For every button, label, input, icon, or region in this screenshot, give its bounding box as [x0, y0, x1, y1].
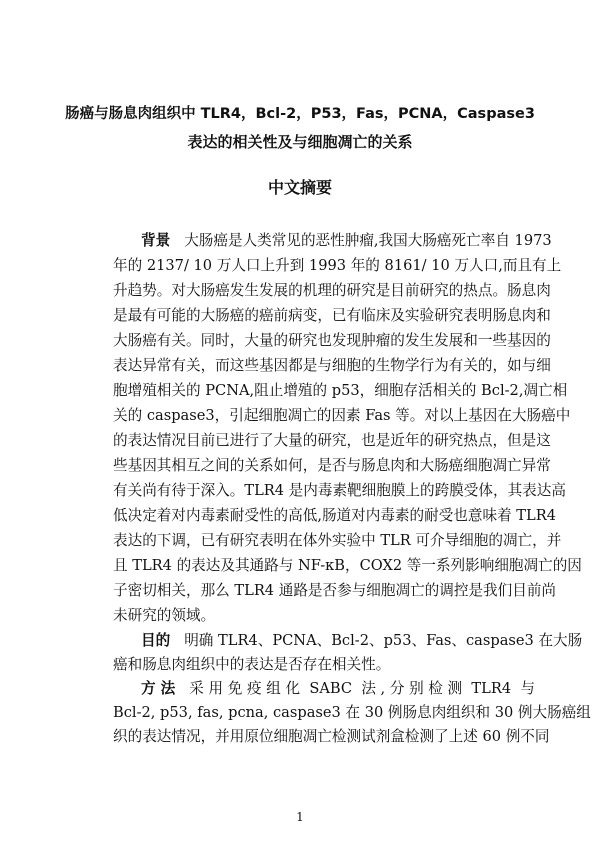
section-heading: 中文摘要	[267, 178, 332, 197]
text-line: 低决定着对内毒素耐受性的高低,肠道对内毒素的耐受也意味着 TLR4	[113, 507, 557, 524]
text-line: 子密切相关，那么 TLR4 通路是否参与细胞凋亡的调控是我们目前尚	[113, 582, 557, 599]
text-line: 有关尚有待于深入。TLR4 是内毒素靶细胞膜上的跨膜受体，其表达高	[113, 482, 566, 499]
methods-label: 方 法	[141, 680, 176, 697]
page-number: 1	[296, 810, 304, 824]
text-line: 的表达情况目前已进行了大量的研究，也是近年的研究热点，但是这	[113, 432, 551, 449]
objective-methods-section	[113, 629, 591, 749]
background-paragraph	[113, 228, 582, 628]
text-line: 些基因其相互之间的关系如何，是否与肠息肉和大肠癌细胞凋亡异常	[113, 457, 551, 474]
text-line: 表达异常有关，而这些基因都是与细胞的生物学行为有关的，如与细	[113, 357, 551, 374]
text-line	[113, 228, 552, 253]
text-span: 明确 TLR4、PCNA、Bcl-2、p53、Fas、caspase3 在大肠	[184, 632, 583, 649]
text-line: 未研究的领域。	[113, 607, 216, 624]
document-title-line-1: 肠癌与肠息肉组织中 TLR4，Bcl-2，P53，Fas，PCNA，Caspase3	[65, 106, 535, 122]
text-line: 且 TLR4 的表达及其通路与 NF-κB，COX2 等一系列影响细胞凋亡的因	[113, 557, 582, 574]
document-title-line-2: 表达的相关性及与细胞凋亡的关系	[187, 133, 413, 151]
text-line: 是最有可能的大肠癌的癌前病变，已有临床及实验研究表明肠息肉和	[113, 307, 551, 324]
objective-label: 目的	[141, 632, 171, 649]
text-line: 升趋势。对大肠癌发生发展的机理的研究是目前研究的热点。肠息肉	[113, 282, 551, 299]
text-line: 年的 2137/ 10 万人口上升到 1993 年的 8161/ 10 万人口,而且有上	[113, 257, 562, 274]
text-line	[113, 677, 535, 701]
text-line: 胞增殖相关的 PCNA,阻止增殖的 p53，细胞存活相关的 Bcl-2,凋亡相	[113, 382, 568, 399]
text-line: 癌和肠息肉组织中的表达是否存在相关性。	[113, 656, 391, 673]
text-line: 关的 caspase3，引起细胞凋亡的因素 Fas 等。对以上基因在大肠癌中	[113, 407, 571, 424]
background-label: 背景	[141, 232, 171, 249]
text-span: 采 用 免 疫 组 化 SABC 法 , 分 别 检 测 TLR4 与	[189, 680, 535, 697]
text-line: 大肠癌有关。同时，大量的研究也发现肿瘤的发生发展和一些基因的	[113, 332, 551, 349]
text-span: 大肠癌是人类常见的恶性肿瘤,我国大肠癌死亡率自 1973	[184, 232, 552, 249]
text-line: 表达的下调，已有研究表明在体外实验中 TLR 可介导细胞的凋亡，并	[113, 532, 562, 549]
text-line: Bcl-2, p53, fas, pcna, caspase3 在 30 例肠息肉组织和 30 例大肠癌组	[113, 704, 591, 721]
text-line: 织的表达情况，并用原位细胞凋亡检测试剂盒检测了上述 60 例不同	[113, 728, 550, 745]
text-line	[113, 629, 583, 653]
